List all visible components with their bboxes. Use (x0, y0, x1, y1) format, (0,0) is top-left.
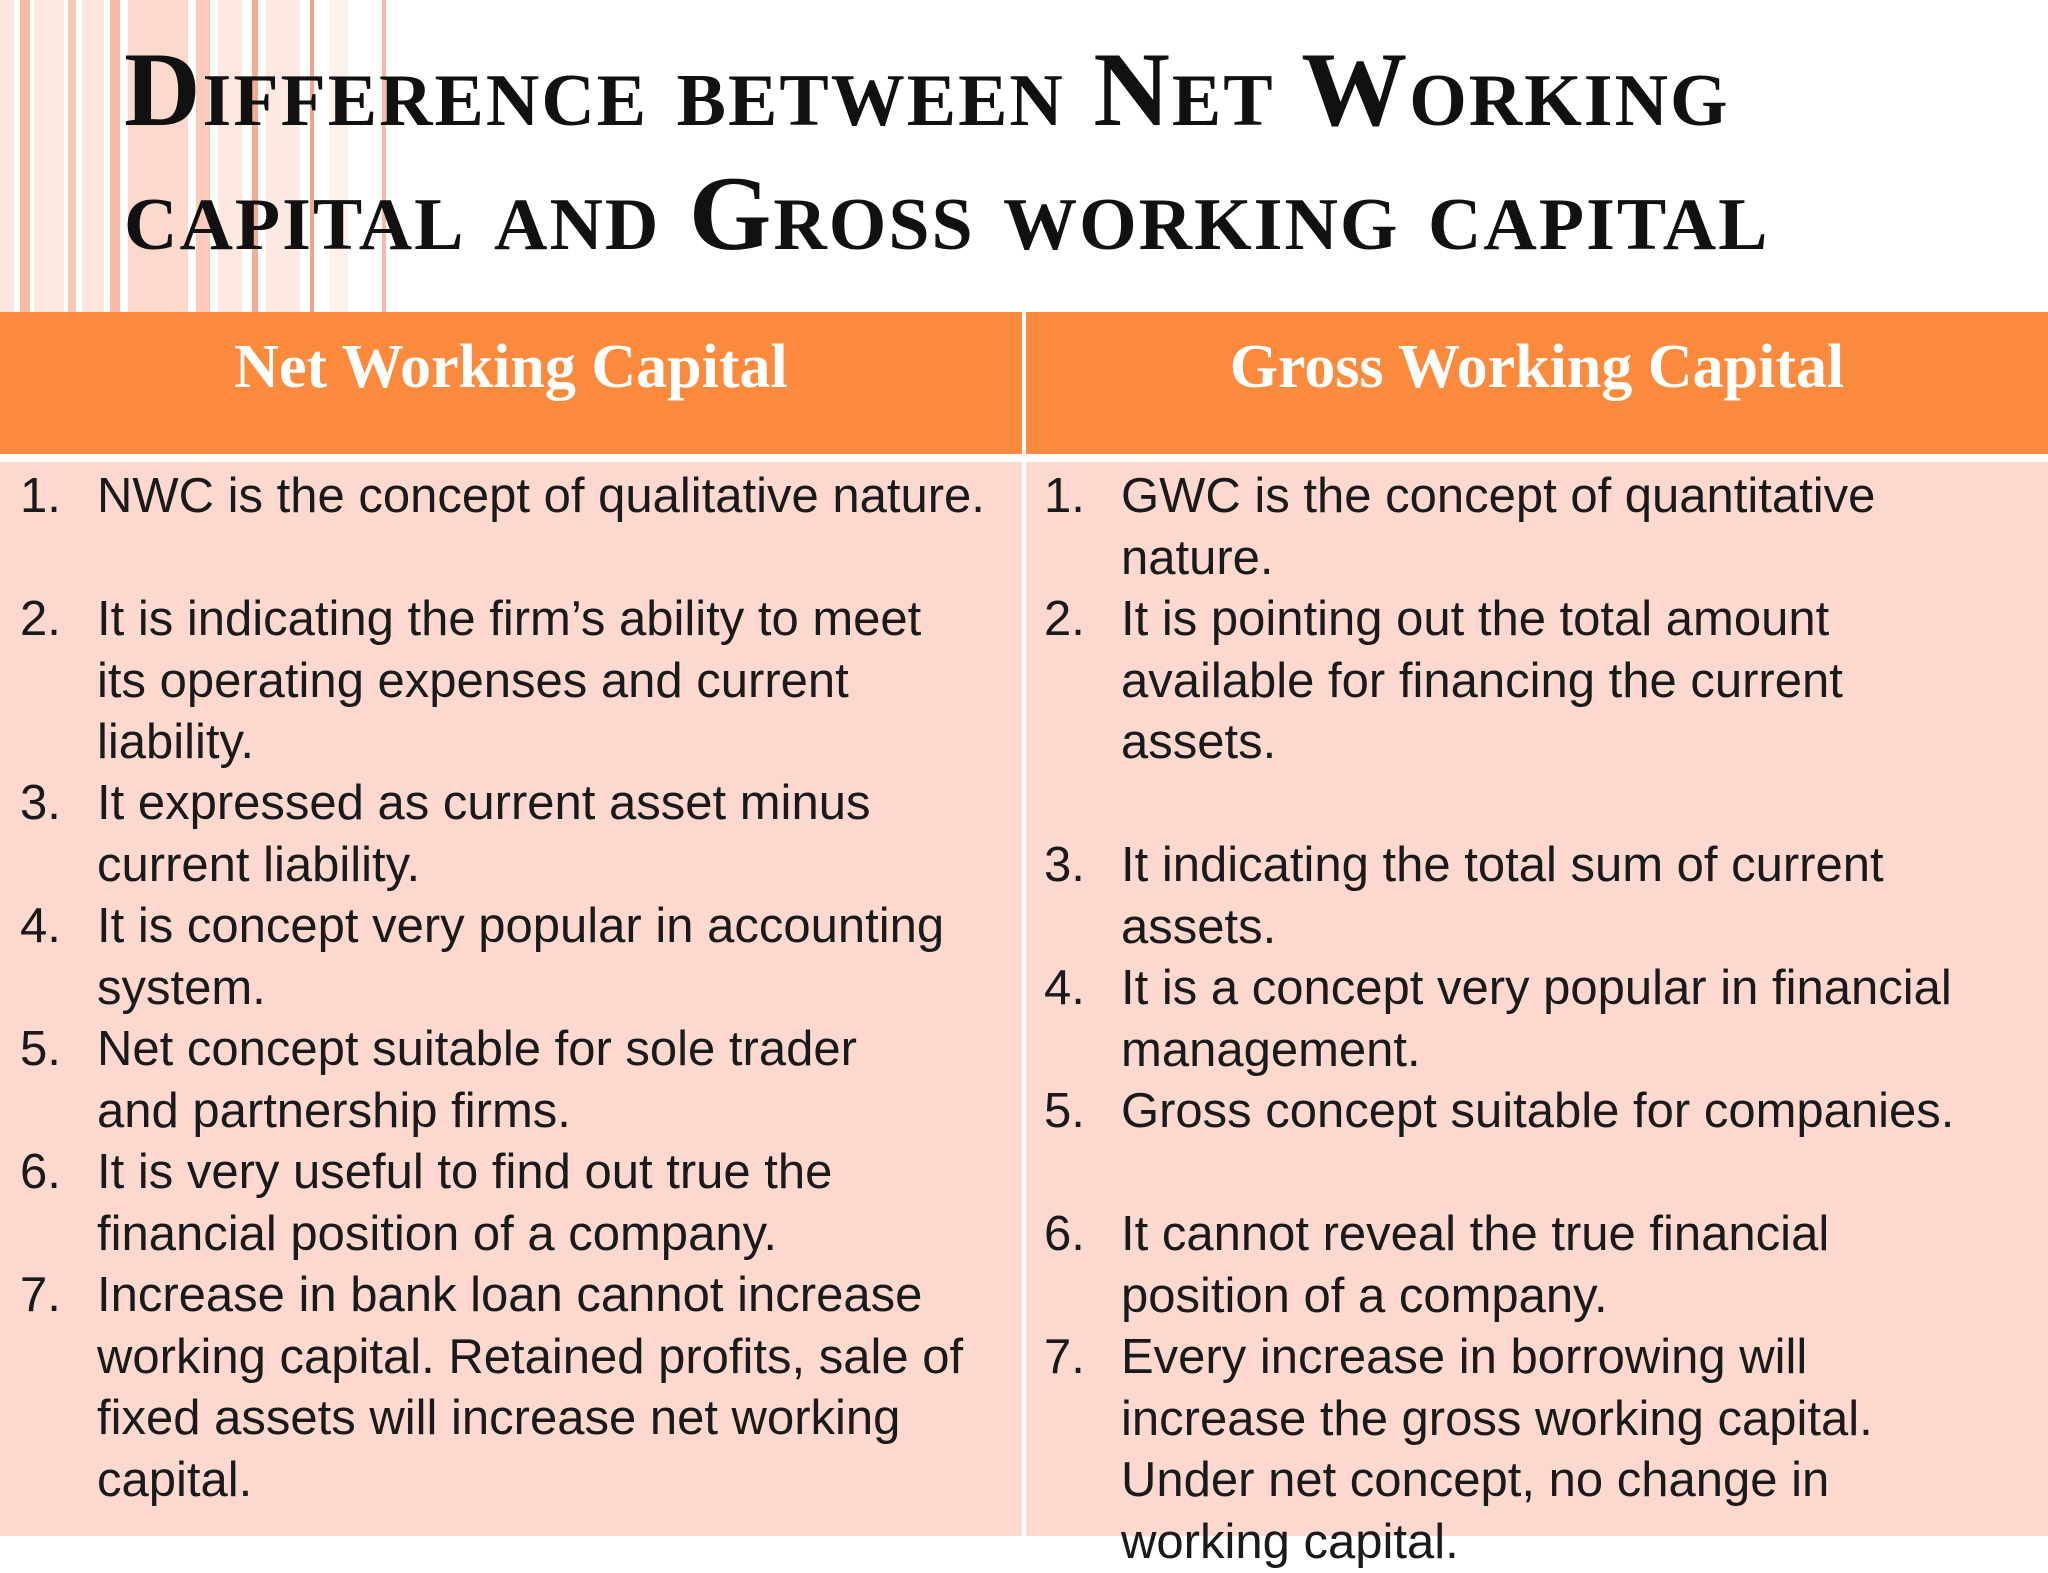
item-text: Gross concept suitable for companies. (1121, 1084, 1955, 1138)
stripe (0, 0, 14, 312)
item-text: It is a concept very popular in financial management. (1121, 961, 1952, 1077)
item-number: 3. (1044, 838, 1085, 892)
item-number: 6. (20, 1145, 61, 1199)
gross-working-capital-cell (1026, 462, 2048, 1569)
item-number: 7. (20, 1268, 61, 1322)
item-number: 6. (1044, 1207, 1085, 1261)
item-text: NWC is the concept of qualitative nature. (97, 469, 985, 523)
item-number: 5. (1044, 1084, 1085, 1138)
item-text: It expressed as current asset minus current liability. (97, 776, 871, 892)
header-gross-working-capital: Gross Working Capital (1229, 333, 1845, 401)
item-text: It is indicating the firm’s ability to meet its operating expenses and current liability. (97, 592, 922, 769)
title-line-1: Difference between Net Working (124, 31, 1730, 148)
title-line-2: capital and Gross working capital (124, 155, 1770, 272)
comparison-table (0, 312, 2048, 1569)
item-text: Net concept suitable for sole trader and partnership firms. (97, 1022, 857, 1138)
header-net-working-capital: Net Working Capital (234, 333, 788, 401)
item-text: It is pointing out the total amount available for financing the current assets. (1121, 592, 1843, 769)
item-number: 1. (1044, 469, 1085, 523)
item-number: 3. (20, 776, 61, 830)
stripe (82, 0, 104, 312)
item-text: Every increase in borrowing will increase the gross working capital. Under net concept, no change in working capital. (1121, 1330, 1873, 1569)
item-text: It cannot reveal the true financial position of a company. (1121, 1207, 1830, 1323)
item-number: 2. (20, 592, 61, 646)
item-text: Increase in bank loan cannot increase working capital. Retained profits, sale of fixed assets will increase net working capital. (97, 1268, 964, 1507)
stripe (68, 0, 76, 312)
item-text: It is very useful to find out true the financial position of a company. (97, 1145, 833, 1261)
net-working-capital-cell (0, 462, 1022, 1536)
item-number: 5. (20, 1022, 61, 1076)
item-number: 1. (20, 469, 61, 523)
slide-title (124, 28, 1984, 276)
item-text: GWC is the concept of quantitative nature. (1121, 469, 1876, 585)
stripe (110, 0, 120, 312)
item-number: 4. (20, 899, 61, 953)
item-number: 7. (1044, 1330, 1085, 1384)
item-number: 4. (1044, 961, 1085, 1015)
stripe (20, 0, 30, 312)
column-divider (1022, 312, 1026, 1536)
item-number: 2. (1044, 592, 1085, 646)
item-text: It indicating the total sum of current assets. (1121, 838, 1884, 954)
stripe (34, 0, 64, 312)
item-text: It is concept very popular in accounting system. (97, 899, 945, 1015)
